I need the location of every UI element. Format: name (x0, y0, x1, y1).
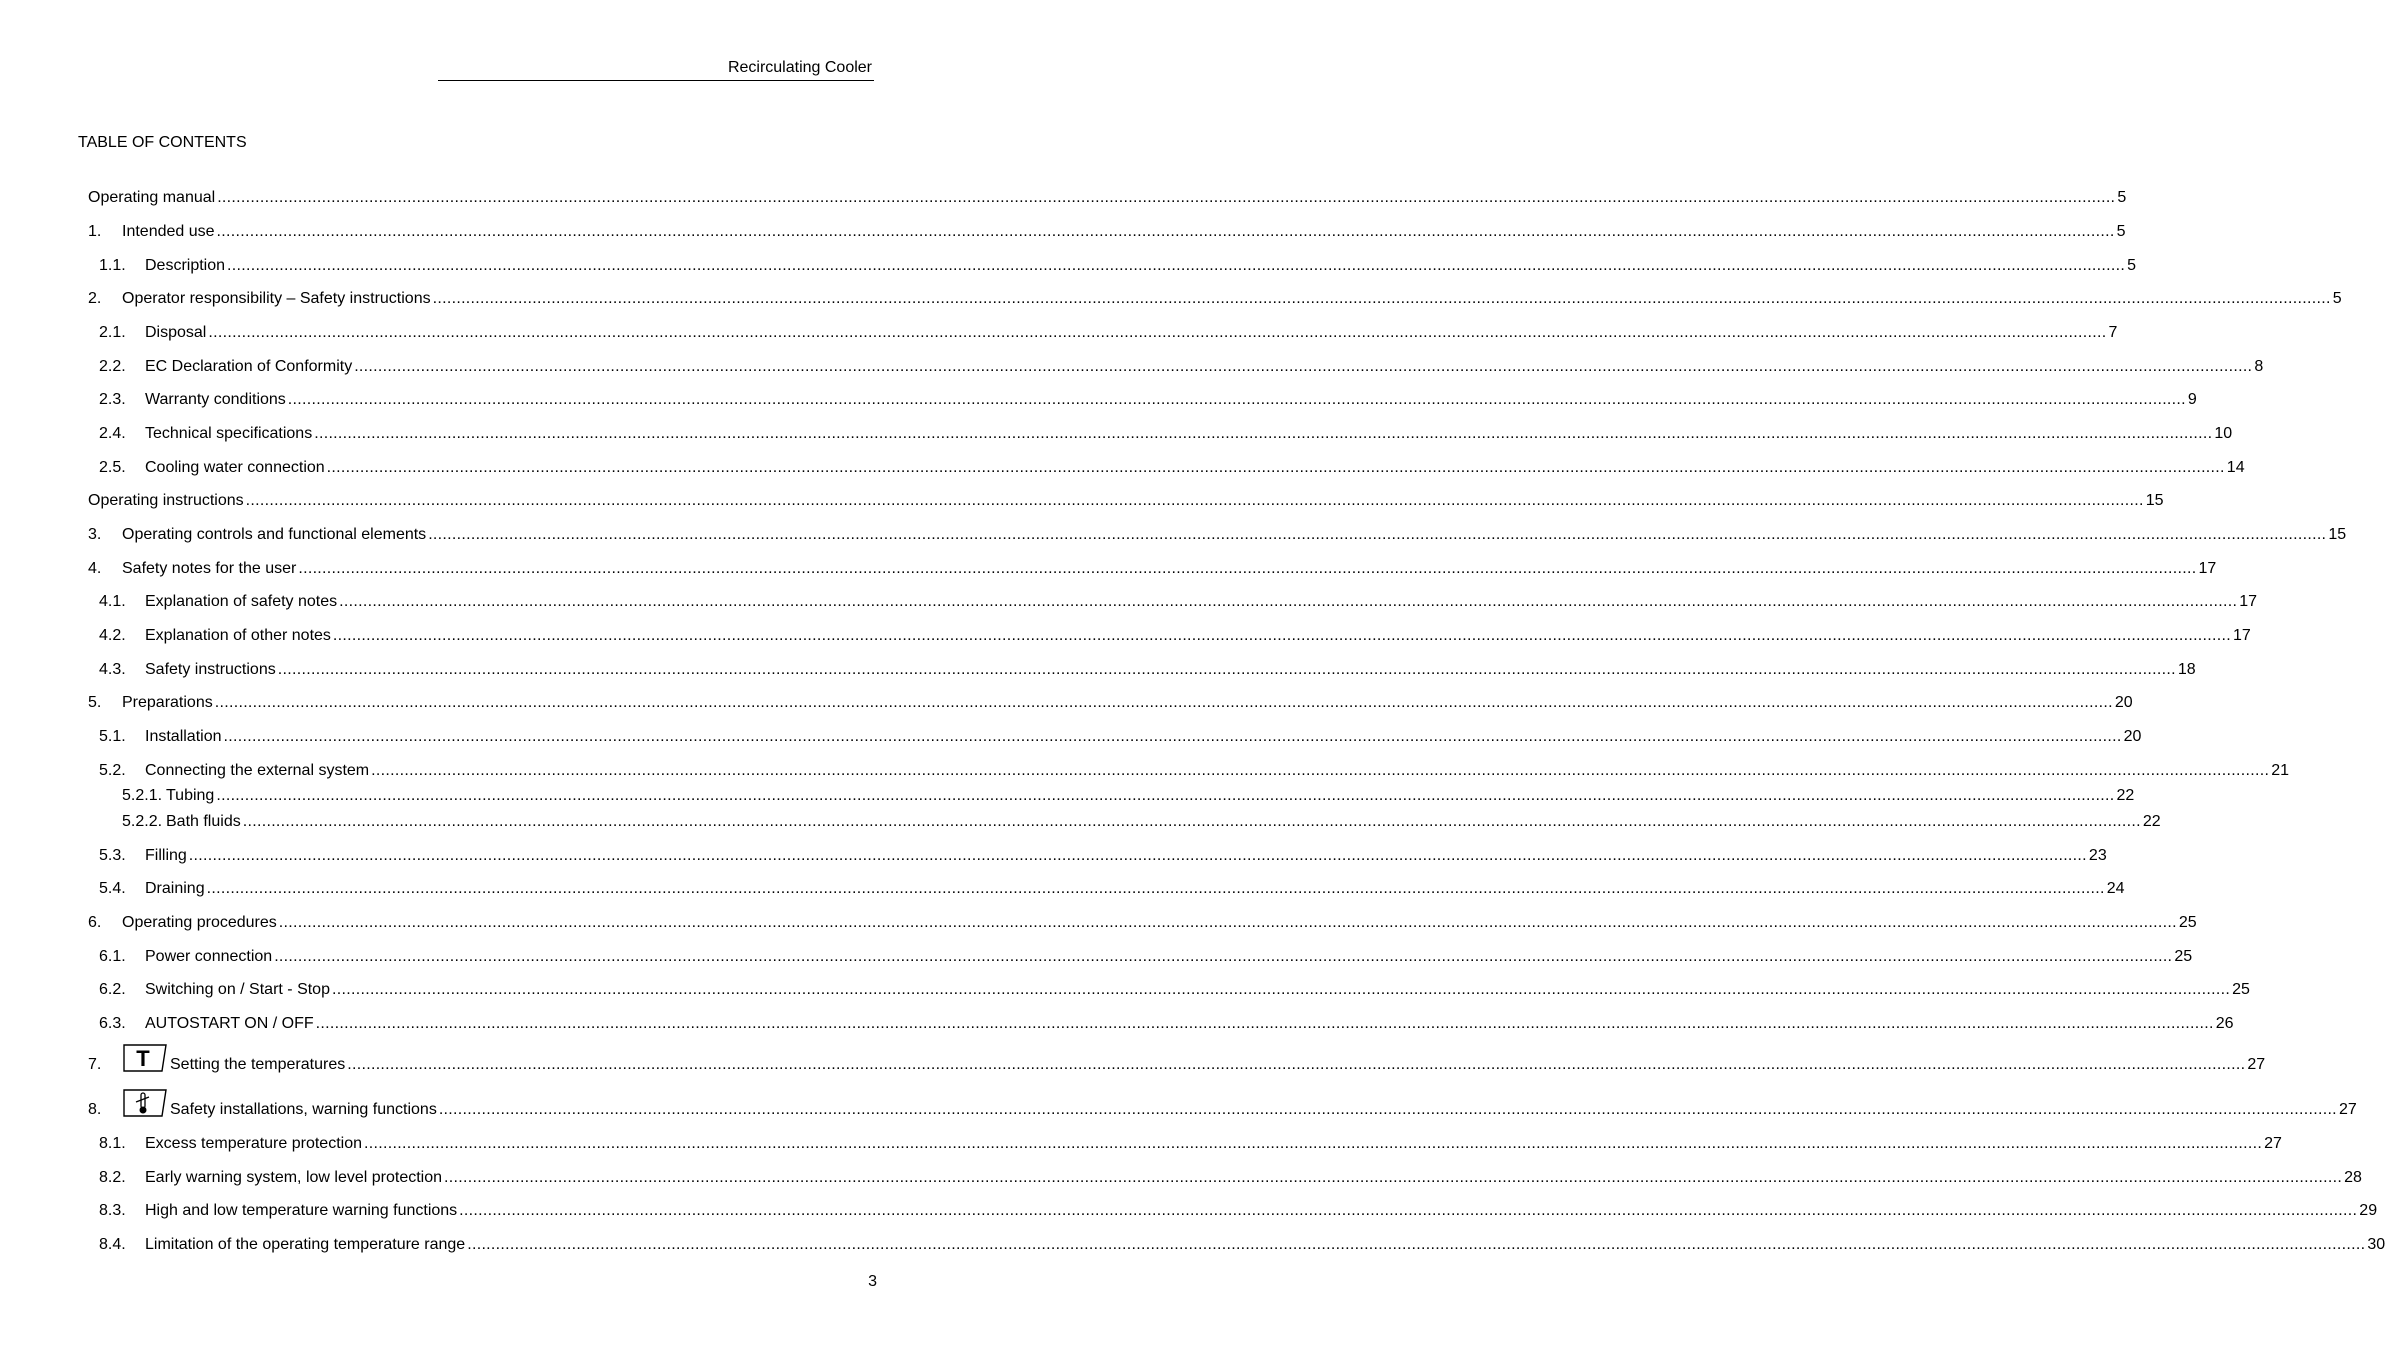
toc-entry[interactable] (99, 388, 2197, 410)
page-number: 3 (868, 1273, 877, 1290)
toc-entry-page: 22 (2116, 787, 2135, 804)
toc-entry-title: Setting the temperatures (170, 1056, 346, 1073)
toc-dot-leader: ................................................................................................................................................................................................................................................................................................................................................................................................................ (242, 813, 2141, 830)
toc-dot-leader: ................................................................................................................................................................................................................................................................................................................................................................................................................ (216, 787, 2115, 804)
toc-entry-title: Connecting the external system (145, 762, 370, 779)
toc-entry-title: EC Declaration of Conformity (145, 358, 353, 375)
toc-entry-title: Explanation of other notes (145, 627, 331, 644)
toc-entry[interactable] (122, 810, 2161, 832)
toc-entry-page: 9 (2187, 391, 2197, 408)
toc-entry[interactable] (99, 658, 2196, 680)
toc-entry-title: AUTOSTART ON / OFF (145, 1015, 314, 1032)
toc-entry[interactable] (99, 1132, 2282, 1154)
toc-entry-page: 24 (2106, 880, 2125, 897)
toc-entry[interactable] (99, 422, 2233, 444)
toc-dot-leader: ................................................................................................................................................................................................................................................................................................................................................................................................................ (227, 257, 2126, 274)
svg-text:T: T (136, 1046, 150, 1071)
toc-entry-title: Description (145, 257, 226, 274)
toc-entry-page: 27 (2338, 1101, 2357, 1118)
toc-entry-title: Preparations (122, 694, 213, 711)
toc-dot-leader: ................................................................................................................................................................................................................................................................................................................................................................................................................ (444, 1169, 2343, 1186)
toc-dot-leader: ................................................................................................................................................................................................................................................................................................................................................................................................................ (217, 189, 2116, 206)
toc-entry-title: Operator responsibility – Safety instructions (122, 290, 431, 307)
toc-dot-leader: ................................................................................................................................................................................................................................................................................................................................................................................................................ (223, 728, 2122, 745)
toc-entry-title: Power connection (145, 948, 273, 965)
toc-dot-leader: ................................................................................................................................................................................................................................................................................................................................................................................................................ (277, 661, 2176, 678)
thermometer-warning-key-icon (122, 1088, 164, 1118)
toc-entry-title: Disposal (145, 324, 207, 341)
toc-entry[interactable] (88, 186, 2127, 208)
toc-dot-leader: ................................................................................................................................................................................................................................................................................................................................................................................................................ (428, 526, 2327, 543)
toc-dot-leader: ................................................................................................................................................................................................................................................................................................................................................................................................................ (467, 1236, 2366, 1253)
toc-entry-page: 15 (2145, 492, 2164, 509)
toc-dot-leader: ................................................................................................................................................................................................................................................................................................................................................................................................................ (326, 459, 2225, 476)
toc-entry-number: 6.3. (99, 1015, 126, 1032)
toc-entry-title: Operating manual (88, 189, 216, 206)
toc-entry-number: 8.4. (99, 1236, 126, 1253)
toc-entry-title: Draining (145, 880, 205, 897)
toc-entry[interactable] (88, 557, 2217, 579)
toc-dot-leader: ................................................................................................................................................................................................................................................................................................................................................................................................................ (331, 981, 2231, 998)
toc-entry-title: Cooling water connection (145, 459, 325, 476)
toc-dot-leader: ................................................................................................................................................................................................................................................................................................................................................................................................................ (287, 391, 2186, 408)
toc-entry[interactable] (99, 624, 2251, 646)
toc-entry-page: 25 (2232, 981, 2250, 998)
toc-dot-leader: ................................................................................................................................................................................................................................................................................................................................................................................................................ (314, 425, 2213, 442)
toc-entry-title: Explanation of safety notes (145, 593, 338, 610)
toc-entry[interactable] (88, 489, 2164, 511)
toc-entry-page: 22 (2142, 813, 2161, 830)
toc-dot-leader: ................................................................................................................................................................................................................................................................................................................................................................................................................ (245, 492, 2144, 509)
toc-dot-leader: ................................................................................................................................................................................................................................................................................................................................................................................................................ (208, 324, 2107, 341)
toc-entry-number: 2.4. (99, 425, 126, 442)
toc-dot-leader: ................................................................................................................................................................................................................................................................................................................................................................................................................ (332, 627, 2232, 644)
toc-entry[interactable] (88, 287, 2342, 309)
toc-entry-number: 2.1. (99, 324, 126, 341)
toc-entry[interactable] (88, 1046, 2266, 1075)
toc-entry[interactable] (99, 355, 2264, 377)
toc-dot-leader: ................................................................................................................................................................................................................................................................................................................................................................................................................ (347, 1056, 2246, 1073)
toc-entry-page: 17 (2239, 593, 2258, 610)
toc-entry-number: 8.1. (99, 1135, 126, 1152)
toc-entry-page: 5 (2332, 290, 2342, 307)
toc-entry-title: Operating procedures (122, 914, 277, 931)
toc-entry-title: Operating instructions (88, 492, 244, 509)
toc-entry-number: 5.2.1. (122, 787, 163, 804)
toc-entry[interactable] (99, 844, 2107, 866)
toc-entry-page: 28 (2344, 1169, 2362, 1186)
toc-entry-page: 21 (2271, 762, 2290, 779)
toc-dot-leader: ................................................................................................................................................................................................................................................................................................................................................................................................................ (438, 1101, 2337, 1118)
toc-entry-title: Excess temperature protection (145, 1135, 362, 1152)
toc-entry-page: 27 (2264, 1135, 2282, 1152)
toc-entry-number: 5.3. (99, 847, 126, 864)
toc-entry[interactable] (99, 1233, 2385, 1255)
toc-entry-number: 8.2. (99, 1169, 126, 1186)
toc-dot-leader: ................................................................................................................................................................................................................................................................................................................................................................................................................ (278, 914, 2177, 931)
toc-entry-number: 1. (88, 223, 102, 240)
toc-entry-page: 23 (2088, 847, 2107, 864)
toc-entry-page: 26 (2215, 1015, 2234, 1032)
toc-entry-number: 5.1. (99, 728, 126, 745)
toc-entry-number: 6.2. (99, 981, 126, 998)
toc-entry-page: 30 (2367, 1236, 2385, 1253)
toc-entry-title: Bath fluids (166, 813, 241, 830)
toc-entry[interactable] (122, 784, 2135, 806)
toc-entry-page: 7 (2108, 324, 2118, 341)
toc-entry-title: Technical specifications (145, 425, 313, 442)
toc-entry-number: 5.2. (99, 762, 126, 779)
toc-dot-leader: ................................................................................................................................................................................................................................................................................................................................................................................................................ (354, 358, 2253, 375)
toc-entry-number: 4.1. (99, 593, 126, 610)
toc-entry[interactable] (99, 945, 2193, 967)
toc-entry-title: Safety instructions (145, 661, 276, 678)
toc-entry-number: 3. (88, 526, 102, 543)
toc-entry-title: Limitation of the operating temperature range (145, 1236, 466, 1253)
toc-entry-page: 10 (2214, 425, 2233, 442)
toc-entry-page: 14 (2226, 459, 2245, 476)
toc-entry-page: 5 (2116, 223, 2126, 240)
toc-entry-page: 25 (2178, 914, 2197, 931)
toc-entry[interactable] (88, 220, 2126, 242)
toc-entry[interactable] (99, 1166, 2362, 1188)
toc-entry[interactable] (99, 978, 2250, 1000)
toc-entry-title: Operating controls and functional elements (122, 526, 427, 543)
toc-entry-title: Safety installations, warning functions (170, 1101, 437, 1118)
toc-entry-page: 29 (2359, 1202, 2378, 1219)
toc-dot-leader: ................................................................................................................................................................................................................................................................................................................................................................................................................ (214, 694, 2113, 711)
toc-entry[interactable] (99, 254, 2137, 276)
toc-entry-title: High and low temperature warning functions (145, 1202, 458, 1219)
toc-dot-leader: ................................................................................................................................................................................................................................................................................................................................................................................................................ (371, 762, 2270, 779)
toc-entry-page: 5 (2127, 257, 2137, 274)
toc-entry-number: 8. (88, 1101, 102, 1118)
toc-entry-number: 4.2. (99, 627, 126, 644)
toc-entry-title: Switching on / Start - Stop (145, 981, 330, 998)
toc-entry-number: 6.1. (99, 948, 126, 965)
toc-dot-leader: ................................................................................................................................................................................................................................................................................................................................................................................................................ (364, 1135, 2263, 1152)
toc-entry-number: 4. (88, 560, 102, 577)
toc-entry[interactable] (99, 321, 2118, 343)
toc-entry-number: 5.2.2. (122, 813, 163, 830)
toc-dot-leader: ................................................................................................................................................................................................................................................................................................................................................................................................................ (274, 948, 2173, 965)
toc-entry-page: 5 (2117, 189, 2127, 206)
toc-entry-title: Safety notes for the user (122, 560, 297, 577)
toc-entry-number: 2. (88, 290, 102, 307)
toc-entry[interactable] (99, 456, 2245, 478)
toc-dot-leader: ................................................................................................................................................................................................................................................................................................................................................................................................................ (339, 593, 2238, 610)
toc-entry-page: 8 (2254, 358, 2264, 375)
toc-entry-number: 2.3. (99, 391, 126, 408)
toc-entry-page: 20 (2123, 728, 2142, 745)
toc-entry-title: Filling (145, 847, 187, 864)
toc-entry[interactable] (88, 691, 2133, 713)
toc-dot-leader: ................................................................................................................................................................................................................................................................................................................................................................................................................ (315, 1015, 2214, 1032)
toc-entry-page: 17 (2198, 560, 2217, 577)
toc-entry-title: Tubing (166, 787, 215, 804)
toc-entry[interactable] (99, 590, 2258, 612)
toc-entry-page: 17 (2233, 627, 2251, 644)
toc-entry-number: 7. (88, 1056, 102, 1073)
toc-entry-number: 5. (88, 694, 102, 711)
toc-entry[interactable] (88, 911, 2197, 933)
toc-entry-number: 2.2. (99, 358, 126, 375)
toc-entry-number: 2.5. (99, 459, 126, 476)
toc-entry-page: 20 (2114, 694, 2133, 711)
toc-dot-leader: ................................................................................................................................................................................................................................................................................................................................................................................................................ (216, 223, 2115, 240)
toc-dot-leader: ................................................................................................................................................................................................................................................................................................................................................................................................................ (432, 290, 2331, 307)
page-header-rule (438, 80, 874, 81)
toc-entry-number: 5.4. (99, 880, 126, 897)
toc-dot-leader: ................................................................................................................................................................................................................................................................................................................................................................................................................ (459, 1202, 2358, 1219)
toc-entry-number: 6. (88, 914, 102, 931)
toc-dot-leader: ................................................................................................................................................................................................................................................................................................................................................................................................................ (298, 560, 2197, 577)
toc-entry[interactable] (88, 1098, 2357, 1120)
toc-entry-number: 8.3. (99, 1202, 126, 1219)
toc-entry-page: 18 (2177, 661, 2196, 678)
toc-entry-number: 1.1. (99, 257, 126, 274)
toc-dot-leader: ................................................................................................................................................................................................................................................................................................................................................................................................................ (206, 880, 2105, 897)
toc-dot-leader: ................................................................................................................................................................................................................................................................................................................................................................................................................ (188, 847, 2087, 864)
toc-entry[interactable] (88, 523, 2347, 545)
toc-entry-page: 15 (2328, 526, 2347, 543)
toc-entry[interactable] (99, 759, 2290, 781)
toc-entry[interactable] (99, 1199, 2378, 1221)
page-header-title: Recirculating Cooler (727, 59, 872, 76)
toc-entry-title: Early warning system, low level protection (145, 1169, 443, 1186)
toc-heading: TABLE OF CONTENTS (78, 134, 247, 151)
toc-entry-page: 25 (2174, 948, 2193, 965)
toc-entry-page: 27 (2247, 1056, 2266, 1073)
toc-entry-number: 4.3. (99, 661, 126, 678)
temperature-t-key-icon (122, 1043, 164, 1073)
toc-entry[interactable] (99, 1012, 2234, 1034)
toc-entry-title: Intended use (122, 223, 215, 240)
toc-entry[interactable] (99, 725, 2142, 747)
toc-entry[interactable] (99, 877, 2125, 899)
toc-entry-title: Installation (145, 728, 222, 745)
toc-entry-title: Warranty conditions (145, 391, 286, 408)
